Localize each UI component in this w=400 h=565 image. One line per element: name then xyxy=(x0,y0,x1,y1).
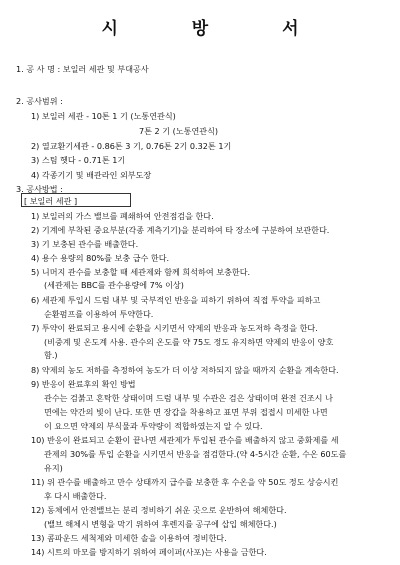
method-item-5: 5) 니머지 관수를 보충할 때 세관제와 함께 희석하여 보충한다. xyxy=(31,267,251,277)
scope-item-1: 1) 보일러 세관 - 10톤 1 기 (노통연관식) xyxy=(31,111,176,121)
method-item-14: 14) 시트의 마모를 방지하기 위하여 페이퍼(사포)는 사용을 금한다. xyxy=(31,547,267,557)
method-item-6: 6) 세관제 투입시 드럼 내부 및 국부적인 반응을 피하기 위하여 직접 투약을 피하고 xyxy=(31,295,321,305)
method-item-7-end: 함.) xyxy=(44,350,58,360)
document-title: 시 방 서 xyxy=(101,19,333,39)
scope-item-4: 4) 각종기기 및 배관라인 외부도장 xyxy=(31,170,152,180)
method-item-13: 13) 콤파운드 세척제와 미세한 솔을 이용하여 정비한다. xyxy=(31,533,227,543)
method-item-2: 2) 기계에 부착된 중요부분(각종 계측기기)을 분리하여 타 장소에 구분하여 보관한다. xyxy=(31,225,330,235)
subsection-label: [ 보일러 세관 ] xyxy=(24,196,78,206)
project-name: 1. 공 사 명 : 보일러 세관 및 부대공사 xyxy=(16,64,149,74)
method-item-11: 11) 위 관수를 배출하고 만수 상태까지 급수를 보충한 후 수온을 약 50도 정도 상승시킨 xyxy=(31,477,339,487)
method-item-12-note: (밸브 해체시 변형을 막기 위하여 후렌지를 공구에 삽입 해체한다.) xyxy=(44,519,277,529)
method-item-12: 12) 동체에서 안전밸브는 분리 정비하기 쉬운 곳으로 운반하여 해체한다. xyxy=(31,505,287,515)
method-item-7-note: (비중계 및 온도계 사용. 관수의 온도를 약 75도 정도 유지하면 약제의 반응이 양호 xyxy=(44,337,334,347)
scope-heading: 2. 공사범위 : xyxy=(16,96,63,106)
method-item-6-cont: 순환펌프를 이용하여 투약한다. xyxy=(44,309,154,319)
method-item-8: 8) 약제의 농도 저하를 측정하여 농도가 더 이상 저하되지 않을 때까지 순환을 계속한다. xyxy=(31,365,339,375)
method-heading: 3. 공사방법 : xyxy=(16,184,63,194)
method-item-9: 9) 반응이 완료후의 확인 방법 xyxy=(31,379,136,389)
method-item-11-cont: 후 다시 배출한다. xyxy=(44,491,107,501)
method-item-9-line-2: 면에는 약간의 빛이 난다. 또한 면 장갑을 착용하고 표면 부위 접접시 미세한 나면 xyxy=(44,407,328,417)
method-item-7: 7) 투약이 완료되고 용시에 순환을 시키면서 약제의 반응과 농도저하 측정을 한다. xyxy=(31,323,318,333)
method-item-9-line-1: 관수는 검붉고 혼탁한 상태이며 드럼 내부 및 수관은 검은 상태이며 완전 건조시 나 xyxy=(44,393,333,403)
scope-item-3: 3) 스팀 헷다 - 0.71톤 1기 xyxy=(31,155,126,165)
scope-item-2: 2) 열교환기세관 - 0.86톤 3 기, 0.76톤 2기 0.32톤 1기 xyxy=(31,141,232,151)
method-item-10: 10) 반응이 완료되고 순환이 끝나면 세관제가 투입된 관수를 배출하지 않고 중화제를 세 xyxy=(31,435,339,445)
scope-item-1-cont: 7톤 2 기 (노통연관식) xyxy=(139,126,219,136)
method-item-4: 4) 용수 용량의 80%를 보충 급수 한다. xyxy=(31,253,170,263)
method-item-1: 1) 보일러의 가스 밸브를 폐쇄하여 안전점검을 한다. xyxy=(31,211,214,221)
method-item-10-cont: 관제의 30%를 투입 순환을 시키면서 반응을 점검한다.(약 4-5시간 순환, 수온 60도를 xyxy=(44,449,347,459)
method-item-9-line-3: 이 요으면 약제의 부식물과 투약량이 적합하였는지 알 수 있다. xyxy=(44,421,263,431)
method-item-3: 3) 기 보충된 관수를 배출한다. xyxy=(31,239,139,249)
method-item-10-end: 유지) xyxy=(44,463,63,473)
method-item-5-note: (세관제는 BBC를 관수용량에 7% 이상) xyxy=(44,280,184,290)
